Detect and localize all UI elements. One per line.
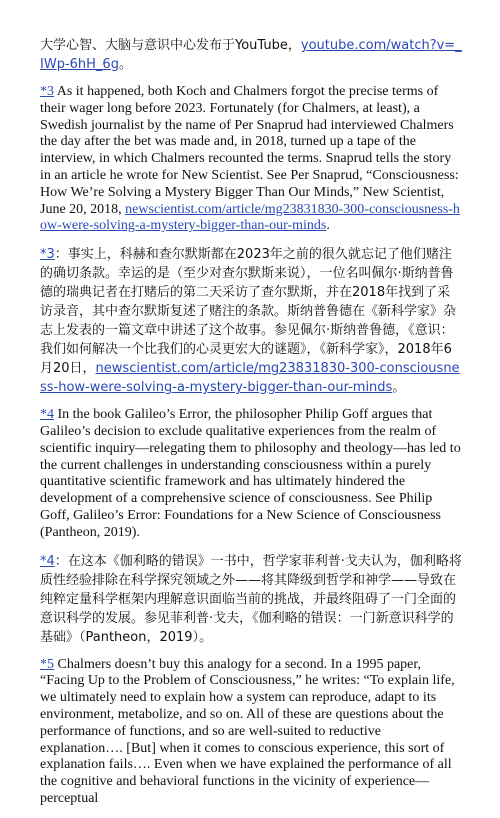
footnote-4-en: [40, 407, 462, 541]
footnote-text: ：在这本《伽利略的错误》一书中，哲学家菲利普·戈夫认为，伽利略将质性经验排除在科学探究领域之外——将其降级到哲学和神学——导致在纯粹定量科学框架内理解意识面临当前的挑战，并最终阻碍了一门全面的意识科学的发展。参见菲利普·戈夫，《伽利略的错误：一门新意识科学的基础》（Pantheon，2019）。: [40, 553, 462, 645]
footnote-ref-4[interactable]: *4: [40, 553, 55, 569]
paragraph-tail: .: [326, 218, 330, 234]
footnote-text: Chalmers doesn’t buy this analogy for a second. In a 1995 paper, “Facing Up to the Problem of Consciousness,” he writes: “To explain life, we ultimately need to explain how a system can reproduce, adapt to its environment, metabolize, and so on. All of these are questions about the performance of functions, and so are well-suited to reductive explanation…. [But] when it comes to conscious experience, this sort of explanation fails…. Even when we have explained the performance of all the cognitive and behavioral functions in the vicinity of experience—perceptual: [40, 656, 455, 806]
newscientist-link[interactable]: newscientist.com/article/mg23831830-300-consciousness-how-were-solving-a-mystery-bigger-than-our-minds: [40, 361, 460, 396]
paragraph-youtube-source: [40, 36, 462, 74]
document-page: [40, 36, 462, 818]
footnote-ref-3[interactable]: *3: [40, 247, 55, 263]
footnote-text: As it happened, both Koch and Chalmers forgot the precise terms of their wager long before 2023. Fortunately (for Chalmers, at least), a Swedish journalist by the name of Per Snaprud had interviewed Chalmers the day after the bet was made and, in 2018, turned up a tape of the interview, in which Chalmers recounted the terms. Snaprud tells the story in an article he wrote for New Scientist. See Per Snaprud, “Consciousness: How We’re Solving a Mystery Bigger Than Our Minds,” New Scientist, June 20, 2018,: [40, 84, 459, 217]
footnote-3-en: [40, 84, 462, 235]
footnote-5-en: [40, 657, 462, 808]
footnote-4-zh: [40, 552, 462, 647]
paragraph-text: 大学心智、大脑与意识中心发布于YouTube，: [40, 38, 301, 53]
paragraph-tail: 。: [392, 380, 406, 396]
footnote-ref-4[interactable]: *4: [40, 407, 54, 423]
paragraph-tail: 。: [118, 57, 132, 72]
youtube-link[interactable]: youtube.com/watch?v=_IWp-6hH_6g: [40, 38, 462, 72]
footnote-3-zh: [40, 245, 462, 397]
footnote-ref-3[interactable]: *3: [40, 84, 54, 99]
newscientist-link[interactable]: newscientist.com/article/mg23831830-300-consciousness-how-were-solving-a-mystery-bigger-than-our-minds: [40, 201, 460, 234]
footnote-text: ：事实上，科赫和查尔默斯都在2023年之前的很久就忘记了他们赌注的确切条款。幸运的是（至少对查尔默斯来说），一位名叫佩尔·斯纳普鲁德的瑞典记者在打赌后的第二天采访了查尔默斯，并在2018年找到了采访录音，其中查尔默斯复述了赌注的条款。斯纳普鲁德在《新科学家》杂志上发表的一篇文章中讲述了这个故事。参见佩尔·斯纳普鲁德，《意识：我们如何解决一个比我们的心灵更宏大的谜题》，《新科学家》，2018年6月20日，: [40, 247, 457, 377]
footnote-ref-5[interactable]: *5: [40, 656, 54, 672]
footnote-text: In the book Galileo’s Error, the philosopher Philip Goff argues that Galileo’s decision to exclude qualitative experiences from the realm of scientific inquiry—relegating them to philosophy and theology—has led to the current challenges in understanding consciousness within a purely quantitative scientific framework and has ultimately hindered the development of a comprehensive science of consciousness. See Philip Goff, Galileo’s Error: Foundations for a New Science of Consciousness (Pantheon, 2019).: [40, 407, 461, 540]
